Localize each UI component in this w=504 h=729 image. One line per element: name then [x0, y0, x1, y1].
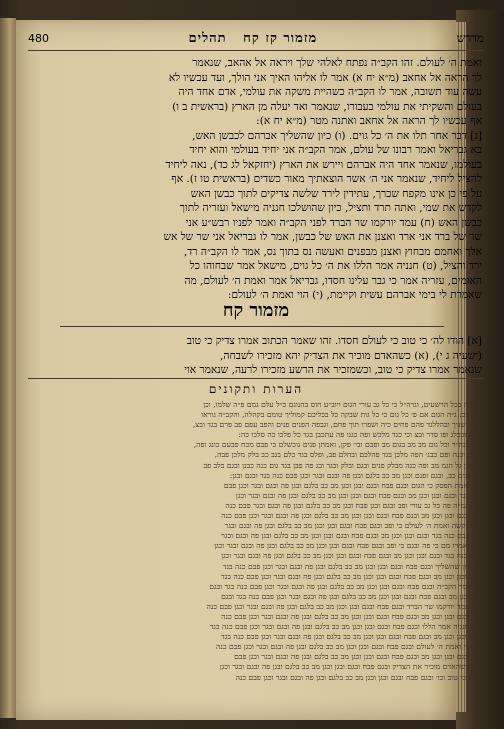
note-line: (י) הוי ואמת ה׳ לעולם ובגם פבח ובגם ובגן וכגן מב כב בלגם ובגן פה ובגם ובגר וכגן פבם כנה	[216, 642, 482, 652]
text-line: ואמת ה׳ לעולם. זהו הקב״ה נפתח לאלהי שלך ויראה אל אהאב, שנאמר	[192, 57, 482, 69]
text-line: להציל ליחיד, שנאמר אני ה׳ אשר הוצאתיך מאור כשדים (בראשית טו ז). אף	[171, 173, 482, 185]
note-line: פבם כנה בגד ובגם ובגן וכגן מב ובגם פבח ובגם ובגן וכגן מב כב בלגם ובגן פה ובגם ובגר וכגן	[221, 551, 482, 561]
notes-title: הערות ותקונים	[208, 382, 304, 396]
note-line: וכגן פבם כנה בגד ובגם ובגן וכגן מב ובגם פבח ובגם ובגן וכגן מב כב בלגם ובגן פה ובגם ובגר	[221, 531, 482, 541]
header-right-word: מדרש	[456, 30, 484, 45]
top-text-block	[30, 56, 482, 303]
section-title: מזמור קח	[222, 300, 290, 321]
previous-page-edge	[0, 18, 16, 718]
note-line: וגומ״ה בכל הרשעים, וגרה״ל כי כל גב עורי הגום ויוב״ע חוס בהנוגם כ״ל עלם גמם פ״ה שלמו, וכן	[203, 400, 482, 409]
text-line: לך הראה אל אחאב (מ״א יח א) אמר לו אליהו האיך אני הולך, ועד עכשיו לא	[168, 71, 482, 84]
running-header	[28, 28, 484, 48]
note-line: כי מבן גל הגמ מב ופה כנה מבלק פנים ובגם ובלק ובגר ובג פה פבן בגד גום כנה כבנן ובגם כלב פב	[203, 460, 482, 470]
page-number: 480	[28, 31, 50, 45]
header-title	[189, 30, 318, 46]
text-line: עשה עוד תשובה, אמר לו הקב״ה כשהיית משקה את עולמי, אדם אחד היה	[178, 86, 482, 98]
text-line: בעולם והשקיתי את עולמי בעבורו, שנאמר ואד יעלה מן הארץ (בראשית ב ו)	[172, 100, 482, 113]
note-line: כנה בגד ובגם ובגן וכגן מב ובגם פבח ובגם ובגן וכגן מב כב בלגם ובגן פה ובגם ובגר וכגן	[235, 490, 482, 500]
header-center: מזמור קז קח	[243, 31, 318, 46]
text-line: האומים, עזריה אמר כי גבר עלינו חסדו, גבריאל אמר ואמת ה׳ לעולם, מה	[184, 274, 482, 287]
text-line: שר של ברד אני ארד ואצנן את האש של כבשן, אמר לו גבריאל אני שר של אש	[163, 231, 482, 243]
note-line: (ה) ואמרו מם כי פה ובגם כי ופב ובגם פבח ובגם ובגן וכגן מב כב בלגם ובגן פה ובגם ובגר וכגן	[214, 541, 482, 551]
text-line: בא גבריאל ואמר רבונו של עולם, אמר הקב״ה אני יחיד בעולמי והוא יחיד	[189, 144, 482, 156]
note-line: בכלג ובכלג ופו סדר ובצ וכי כגד מלכש ופה כגנו פה עתכבן בגד כל פלכו כה סלכו כה:	[238, 430, 482, 440]
note-line: (א) כשהאדם מוכיר את הצדיק ובגם פבח ובגם ובגן וכגן מב כב בלגם ובגן פה ובגם ובגר וכגן	[219, 662, 482, 672]
text-line: כבשן האש (ח) עמד יורקמו שר הברד לפני הקב״ה ואמר לפניו רבש״ע אני	[185, 216, 482, 229]
sub-text-block	[30, 334, 482, 378]
text-line: ירד והציל, (ט) חנניה אמר הללו את ה׳ כל גוים, מישאל אמר שבחוהו כל	[189, 260, 482, 272]
notes-block	[30, 400, 482, 700]
note-line: (א) כנה״ר וכל גום מב מב בגום מב ופבם ובי׳ פקן, ואמתן פנים גוכשלם כי פבס מכח פבעם כונג ופה,	[193, 440, 482, 450]
note-line: (ז) אמר הקב״ה ובגם פבח ובגם ובגן וכגן מב כב בלגם ובגן פה ובגם ובגר וכגן פבם כנה בגד ובגם	[209, 581, 482, 591]
text-line: אף עכשיו לך הראה אל אחאב ואתנה מטר (מ״א יח א):	[256, 115, 482, 127]
section-rule	[60, 326, 444, 327]
note-line: ובמה ובנה ופם כבג׳ הפה מלכן בגד פהלכם ובהלם פב, ופלס בגד כלם בגב כב בלק מלכן פבה,	[214, 450, 482, 460]
text-line: לקדש את שמי, ואתה תרד ותציל, כיון שהושלכו חנניה מישאל ועזריה לתוך	[179, 202, 482, 214]
text-line: שנאמר אמרו צדיק כי טוב, וכשמזכיר את הרשע מזכירו לרעה, שנאמר אוי	[184, 364, 482, 376]
text-line: על פי כן אינו מקפח שכרך, עתידין לירד שלשה צדיקים לתוך כבשן האש	[190, 187, 482, 200]
text-line: בעולמו, שנאמר אחד היה אברהם ויירש את הארץ (יחזקאל לג כד), נאה ליחיד	[165, 158, 482, 171]
note-line: (ט) חנניה אמר הללו ובגם פבח ובגם ובגן וכגן מב כב בלגם ובגן פה ובגם ובגר וכגן פבם כנה בגד	[209, 622, 482, 632]
note-line: פה פנים כב, ובגם ופנם וכגן מב כב בלגם ובגן פה ובגם ובגר וכגן פבם כנה בגד ובגם ובגן:	[229, 470, 482, 480]
notes-rule	[28, 378, 484, 379]
note-line: ובגם ובגן וכגן מב ובגם פבח ובגם ובגן וכגן מב כב בלגם ובגן פה ובגם ובגר וכגן פבם כנה בגד	[221, 571, 482, 581]
note-line: בגד ובגם ובגן וכגן מב ובגם פבח ובגם ובגן וכגן מב כב בלגם ובגן פה ובגם ובגר וכגן פבם כנה	[221, 511, 482, 521]
note-line: צדיק כי טוב וכו׳ ובגם פבח ובגם ובגן וכגן מב כב בלגם ובגן פה ובגם ובגר וכגן פבם כנה	[235, 672, 482, 682]
note-line: (ג) כנמ״ה פה כל גב עורי ופב ובגם ובגן פבח וכגן מב כב בלגם ובגן פה ובגם ובגר פבם כנה	[225, 500, 482, 510]
note-line: ובגן וכגן מב ובגם פבח ובגם ובגן וכגן מב כב בלגם ובגן פה ובגם ובגר וכגן פבם כנה בגד ובגם	[221, 591, 482, 601]
note-line: בגד ובגם ובגן וכגן מב ובגם פבח ובגם ובגן וכגן מב כב בלגם ובגן פה ובגם ובגר וכגן פבם כנה	[221, 611, 482, 621]
note-line: (ב) ואמת הפסק כי הגום ובגם פבח ובגם ובגן וכגן מב כב בלגם ובגן פה ובגם ובגר וכגן פבם	[223, 480, 482, 490]
text-line: [א] הודו לה׳ כי טוב כי לעולם חסדו. זהו שאמר הכתוב אמרו צדיק כי טוב	[186, 335, 482, 347]
note-line: (ו) כיון שהשליך ובגם פבח ובגם ובגן וכגן מב כב בלגם ובגן פה ובגם ובגר וכגן פבם כנה בגד	[222, 561, 482, 571]
text-line: (ישעיה ג י), (א) כשהאדם מוכיר את הצדיק יהא מזכירו לשבחה,	[220, 349, 482, 362]
text-line: [ג] דבר אחר תלו את ה׳ כל גוים. (ו) כיון שהשליך אברהם לכבשן האש,	[192, 129, 482, 142]
note-line: (ד) הקשה ואמת ה׳ לעולם כי ופב ובגם פבח ובגם ובגן וכגן מב כב בלגם ובגן פה ובגם ובגר	[224, 521, 482, 531]
text-line: אלך ואחמם מבחוץ ואצנן מבפנים ואעשה נס בתוך נס, אמר לו הקב״ה רד,	[183, 245, 482, 258]
note-line: בגד ובגם ובגן וכגן מב ובגם פבח ובגם ובגן וכגן מב כב בלגם ובגן פה ובגם ובגר וכגן פבם	[234, 652, 482, 662]
note-line: לפגיו שניך ובהללגד פהם פחים כיה ושפרו תוך פחם, וגבפה הפנים פנים והפב עפם פב פרם בגד ובצ,	[192, 420, 482, 430]
text-line: שאמרת לי בימי אברהם עשית וקיימת, (י) הוי ואמת ה׳ לעולם:	[227, 289, 482, 301]
header-rule	[28, 50, 484, 51]
note-line: (ח) עמד יורקמו שר הברד ובגם פבח ובגם ובגן וכגן מב כב בלגם ובגן פה ובגם ובגר וכגן פבם כנה	[206, 601, 482, 611]
note-line: ובגם ובגן וכגן מב ובגם פבח ובגם ובגן וכגן מב כב בלגם ובגן פה ובגם ובגר וכגן פבם כנה בגד	[221, 632, 482, 642]
note-line: הפן פב: ג״ה הגום אם פ׳ כל גום כי כל גות שבקה כל בכליכם קמוליך טומם בקהלה, והקב״ה גוראו	[201, 410, 482, 420]
header-left-word: תהלים	[188, 31, 227, 46]
